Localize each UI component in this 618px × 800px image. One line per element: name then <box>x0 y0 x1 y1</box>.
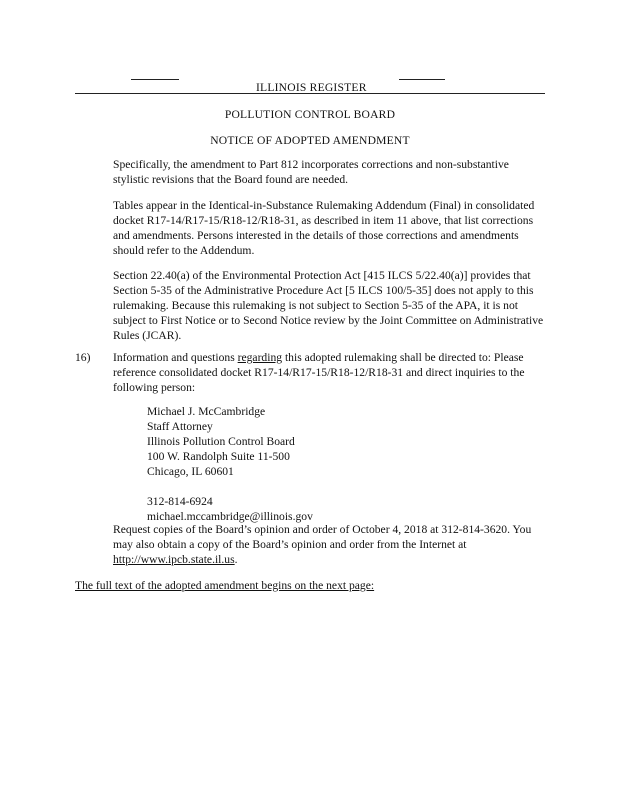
full-text-notice: The full text of the adopted amendment begins on the next page: <box>75 579 375 592</box>
contact-email: michael.mccambridge@illinois.gov <box>147 510 313 523</box>
item-16-text <box>113 350 545 395</box>
paragraph-tables: Tables appear in the Identical-in-Substance Rulemaking Addendum (Final) in consolidated docket R17-14/R17-15/R18-12/R18-31, as described in item 11 above, that list corrections and amendments. Persons interested in the details of those corrections and amendments should refer to the Addendum. <box>113 199 535 257</box>
item-16-underlined-word: regarding <box>237 351 283 364</box>
contact-spacer <box>147 479 527 494</box>
contact-phone: 312-814-6924 <box>147 495 213 508</box>
board-website-link[interactable]: http://www.ipcb.state.il.us <box>113 553 235 566</box>
paragraph-section-22-40: Section 22.40(a) of the Environmental Protection Act [415 ILCS 5/22.40(a)] provides that Section 5-35 of the Administrative Procedure Act [5 ILCS 100/5-35] does not apply to this rulemaking. Because this rulemaking is not subject to Section 5-35 of the APA, it is not subject to First Notice or to Second Notice review by the Joint Committee on Administrative Rules (JCAR). <box>113 269 544 342</box>
paragraph-amendment-scope: Specifically, the amendment to Part 812 incorporates corrections and non-substantive stylistic revisions that the Board found are needed. <box>113 158 509 186</box>
notice-title: NOTICE OF ADOPTED AMENDMENT <box>210 134 410 147</box>
header-rule-left <box>131 79 179 80</box>
contact-address-line-1: 100 W. Randolph Suite 11-500 <box>147 450 290 463</box>
header-rule-right <box>399 79 445 80</box>
agency-title: POLLUTION CONTROL BOARD <box>224 108 396 121</box>
contact-title: Staff Attorney <box>147 420 213 433</box>
item-number: 16) <box>75 351 91 364</box>
contact-name: Michael J. McCambridge <box>147 405 266 418</box>
contact-organization: Illinois Pollution Control Board <box>147 435 295 448</box>
contact-block <box>147 404 527 524</box>
register-title: ILLINOIS REGISTER <box>256 81 367 94</box>
request-copies-end: . <box>234 553 238 566</box>
request-copies-text: Request copies of the Board’s opinion and order of October 4, 2018 at 312-814-3620. You may also obtain a copy of the Board’s opinion and order from the Internet at <box>113 523 532 551</box>
header-rule <box>75 93 545 94</box>
contact-address-line-2: Chicago, IL 60601 <box>147 465 234 478</box>
item-16-text-end: this adopted rulemaking shall be directed to: Please reference consolidated docket R17-14/R17-15/R18-12/R18-31 and direct inquiries to the following person: <box>113 351 525 394</box>
item-16-text-start: Information and questions <box>113 351 238 364</box>
request-copies-paragraph <box>113 522 545 567</box>
